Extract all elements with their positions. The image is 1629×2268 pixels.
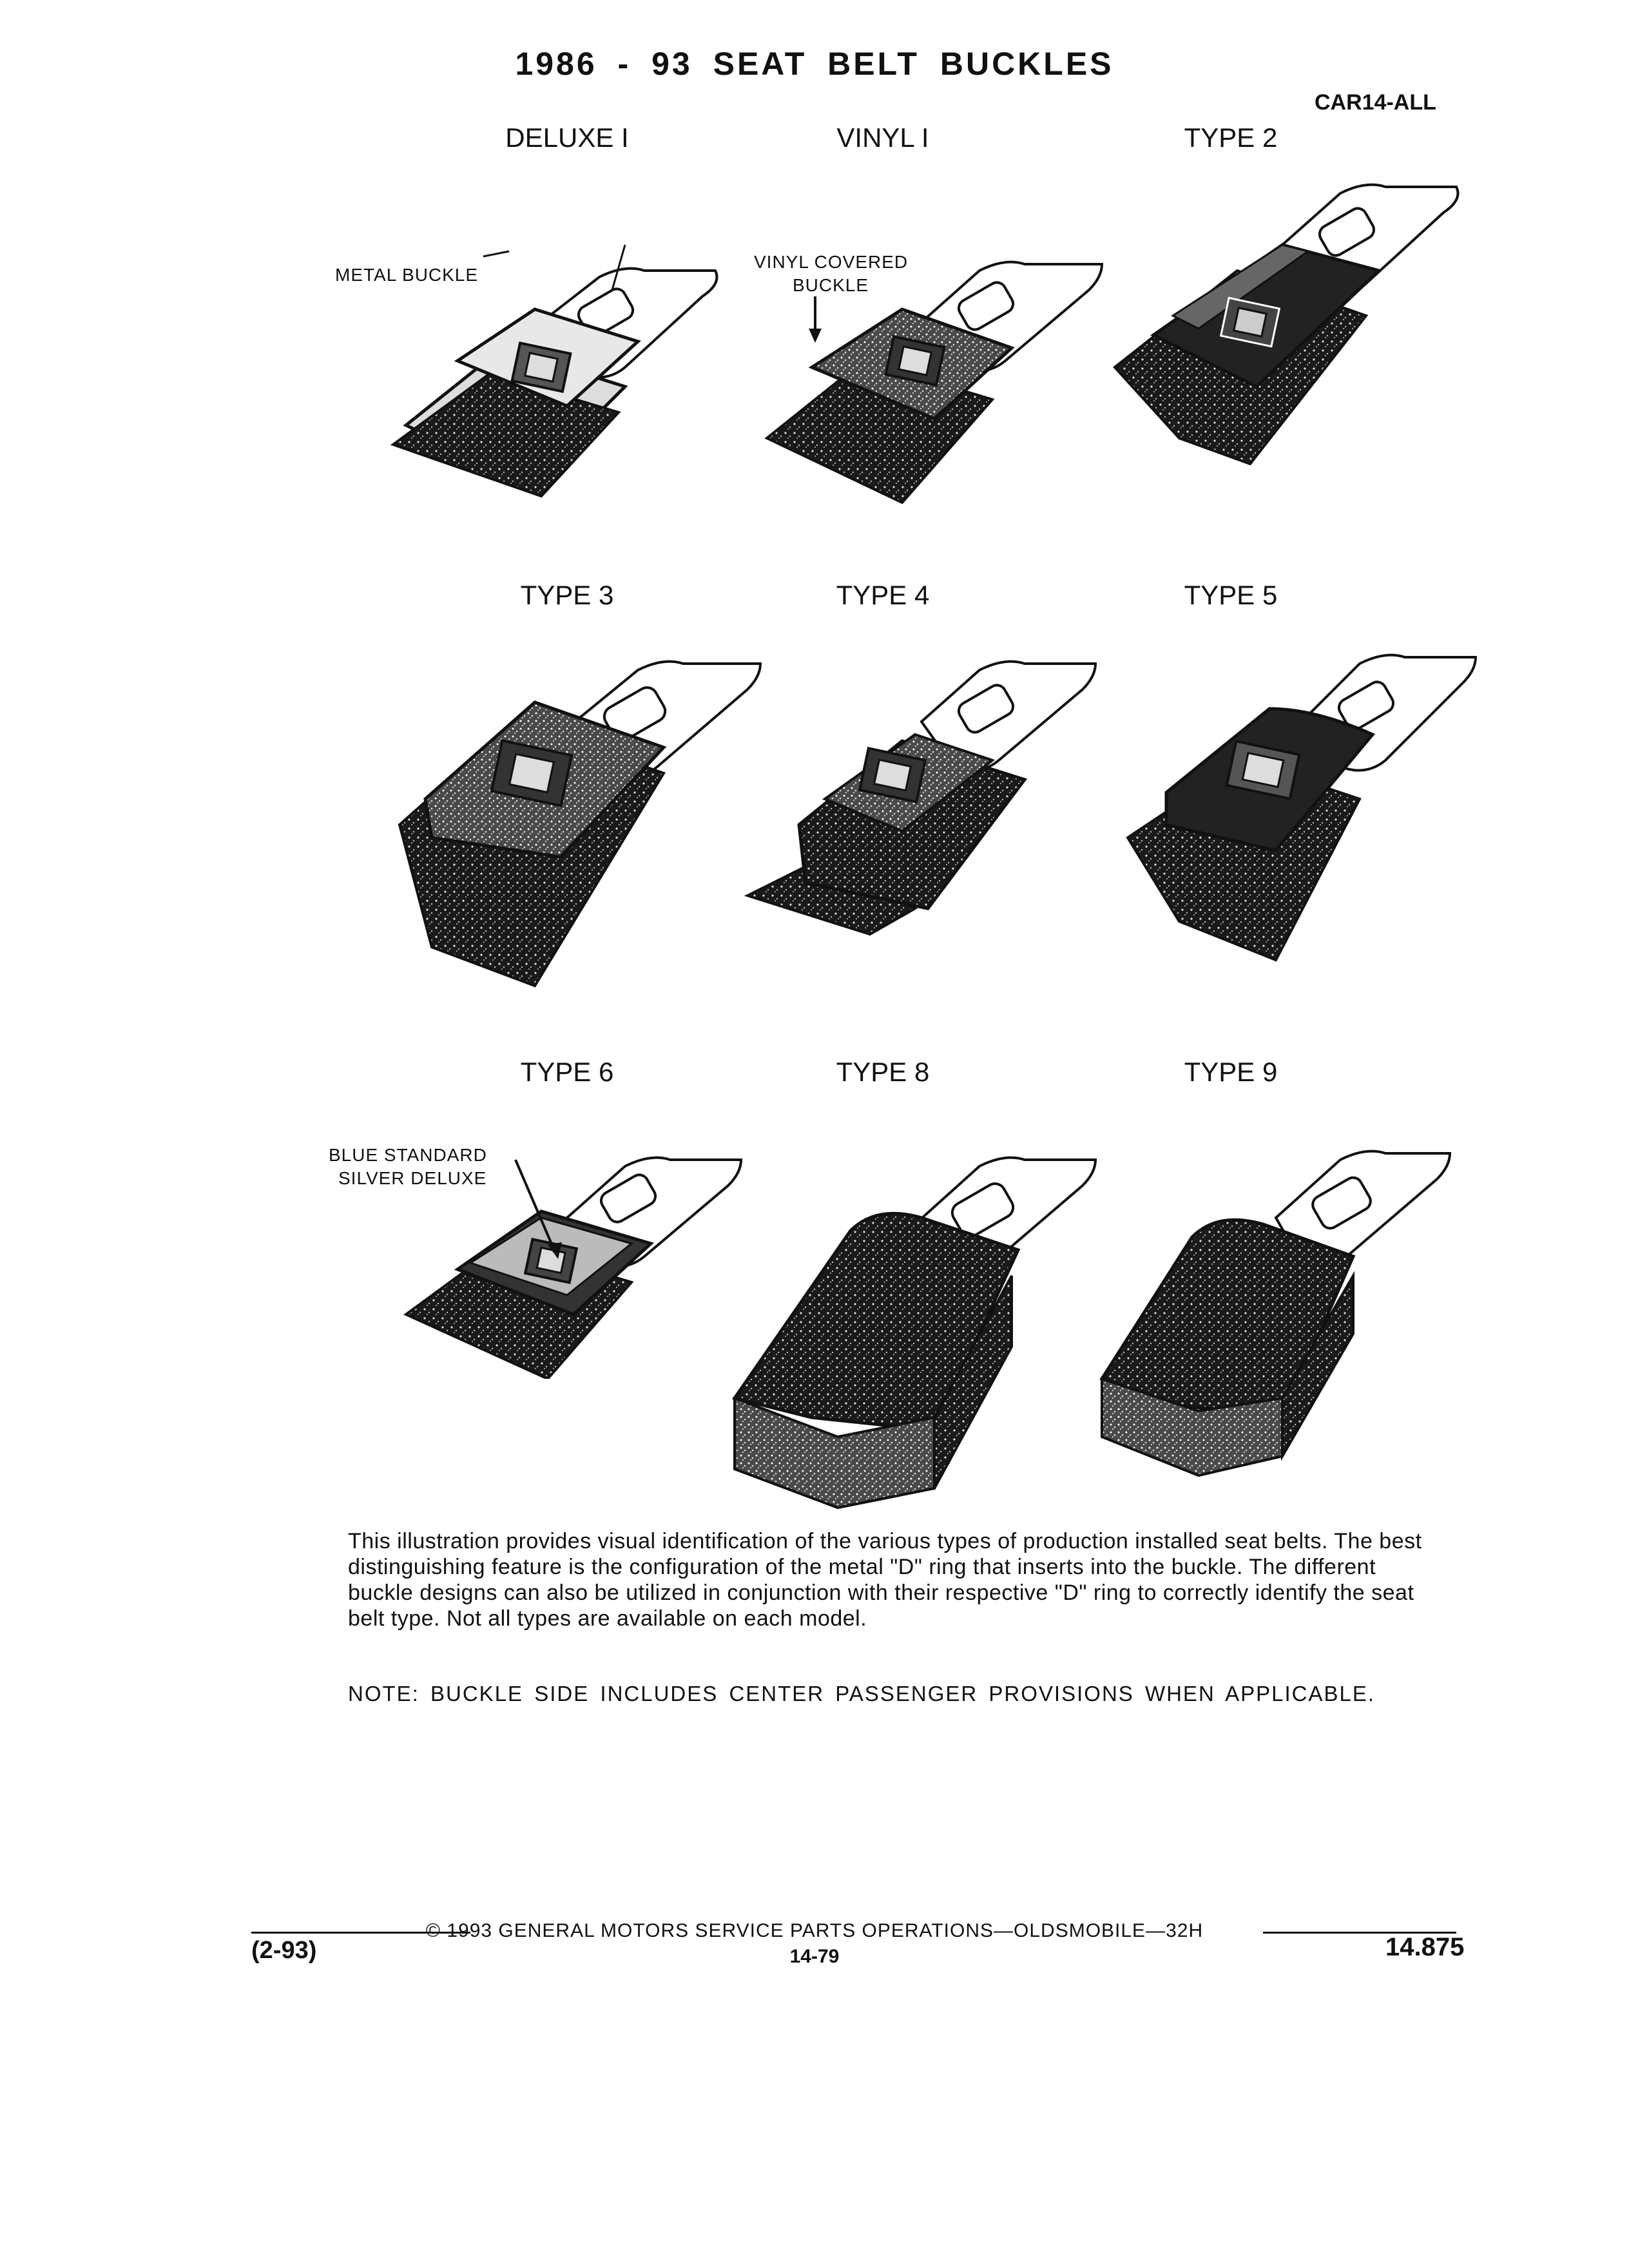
buckle-type-2-illustration — [1095, 168, 1482, 528]
buckle-type-9-illustration — [1063, 1121, 1463, 1521]
buckle-type-4-illustration — [735, 631, 1121, 992]
center-page-number: 14-79 — [789, 1946, 840, 1967]
label-type-9: TYPE 9 — [1184, 1057, 1278, 1087]
buckle-type-6-illustration — [387, 1108, 747, 1379]
document-code: CAR14-ALL — [1315, 90, 1436, 115]
callout-silver-deluxe: SILVER DELUXE — [338, 1168, 487, 1188]
note-text: NOTE: BUCKLE SIDE INCLUDES CENTER PASSENGER PROVISIONS WHEN APPLICABLE. — [348, 1682, 1376, 1706]
label-type-6: TYPE 6 — [520, 1057, 614, 1087]
copyright-line: © 1993 GENERAL MOTORS SERVICE PARTS OPERATIONS—OLDSMOBILE—32H — [425, 1920, 1204, 1941]
callout-vinyl-line1: VINYL COVERED — [754, 252, 909, 272]
buckle-deluxe-1-illustration — [380, 232, 741, 515]
buckle-type-5-illustration — [1108, 619, 1495, 992]
label-deluxe-1: DELUXE I — [505, 122, 629, 153]
label-vinyl-1: VINYL I — [836, 122, 929, 153]
callout-metal-buckle: METAL BUCKLE — [335, 265, 479, 285]
page-number: 14.875 — [1385, 1933, 1465, 1961]
label-type-5: TYPE 5 — [1184, 580, 1278, 610]
buckle-type-8-illustration — [709, 1121, 1108, 1546]
callout-vinyl-line2: BUCKLE — [793, 275, 869, 295]
revision-date: (2-93) — [251, 1937, 317, 1964]
label-type-8: TYPE 8 — [836, 1057, 930, 1087]
label-type-3: TYPE 3 — [520, 580, 614, 610]
description-paragraph: This illustration provides visual identification of the various types of production installed seat belts. The best distinguishing feature is the configuration of the metal "D" ring that inserts into the buckle. The different buckle designs can also be utilized in conjunction with their respective "D" ring to correctly identify the seat belt type. Not all types are available on each model. — [348, 1529, 1422, 1631]
page-title: 1986 - 93 SEAT BELT BUCKLES — [515, 46, 1114, 82]
buckle-type-3-illustration — [380, 619, 780, 1018]
label-type-4: TYPE 4 — [836, 580, 930, 610]
label-type-2: TYPE 2 — [1184, 122, 1278, 153]
buckle-vinyl-1-illustration — [747, 232, 1108, 515]
callout-blue-standard: BLUE STANDARD — [329, 1145, 487, 1165]
